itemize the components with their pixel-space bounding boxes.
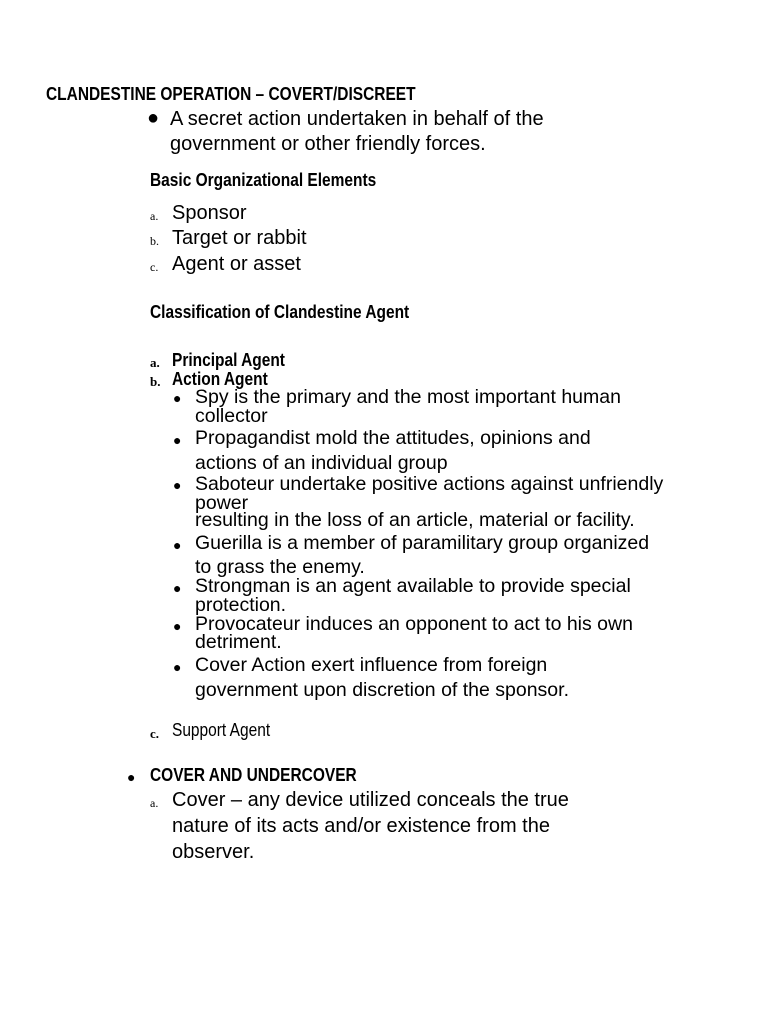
guerilla-line-1: Guerilla is a member of paramilitary group organized [195, 532, 650, 554]
strongman-line-2: protection. [195, 594, 287, 616]
support-agent: Support Agent [172, 720, 271, 740]
element-label-c: c. [150, 260, 159, 274]
action-bullet-spy: ● [173, 390, 182, 406]
definition-line-1: A secret action undertaken in behalf of the [170, 108, 544, 130]
action-bullet-provocateur: ● [173, 618, 182, 634]
action-agent: Action Agent [172, 369, 268, 389]
provocateur-line-2: detriment. [195, 631, 282, 653]
provocateur-line-1: Provocateur induces an opponent to act to his own [195, 613, 633, 635]
page-title: CLANDESTINE OPERATION – COVERT/DISCREET [46, 84, 416, 104]
support-label: c. [150, 726, 160, 741]
cover-line-1: Cover – any device utilized conceals the true [172, 789, 569, 811]
spy-line-2: collector [195, 405, 268, 427]
action-label: b. [150, 374, 161, 389]
cover-action-line-1: Cover Action exert influence from foreign [195, 654, 548, 676]
cover-line-3: observer. [172, 841, 255, 863]
action-bullet-cover-action: ● [173, 659, 182, 675]
classification-heading: Classification of Clandestine Agent [150, 302, 410, 322]
saboteur-line-1: Saboteur undertake positive actions against unfriendly [195, 473, 664, 495]
action-bullet-propagandist: ● [173, 432, 182, 448]
principal-agent: Principal Agent [172, 350, 285, 370]
strongman-line-1: Strongman is an agent available to provide special [195, 575, 631, 597]
definition-line-2: government or other friendly forces. [170, 133, 486, 155]
basic-elements-heading: Basic Organizational Elements [150, 170, 377, 190]
cover-heading: COVER AND UNDERCOVER [150, 765, 357, 785]
propagandist-line-1: Propagandist mold the attitudes, opinions and [195, 427, 591, 449]
element-agent: Agent or asset [172, 253, 301, 275]
cover-section-bullet: ● [127, 769, 136, 785]
element-target: Target or rabbit [172, 227, 307, 249]
cover-line-2: nature of its acts and/or existence from the [172, 815, 550, 837]
action-bullet-saboteur: ● [173, 477, 182, 493]
element-label-b: b. [150, 234, 159, 248]
saboteur-line-2: power [195, 492, 249, 514]
propagandist-line-2: actions of an individual group [195, 452, 448, 474]
spy-line-1: Spy is the primary and the most important human [195, 386, 621, 408]
cover-item-label: a. [150, 796, 159, 810]
action-bullet-strongman: ● [173, 580, 182, 596]
definition-bullet: ● [147, 107, 160, 129]
element-sponsor: Sponsor [172, 202, 247, 224]
saboteur-line-3: resulting in the loss of an article, material or facility. [195, 509, 635, 531]
cover-action-line-2: government upon discretion of the sponsor. [195, 679, 569, 701]
element-label-a: a. [150, 209, 159, 223]
principal-label: a. [150, 355, 160, 370]
guerilla-line-2: to grass the enemy. [195, 556, 365, 578]
action-bullet-guerilla: ● [173, 537, 182, 553]
